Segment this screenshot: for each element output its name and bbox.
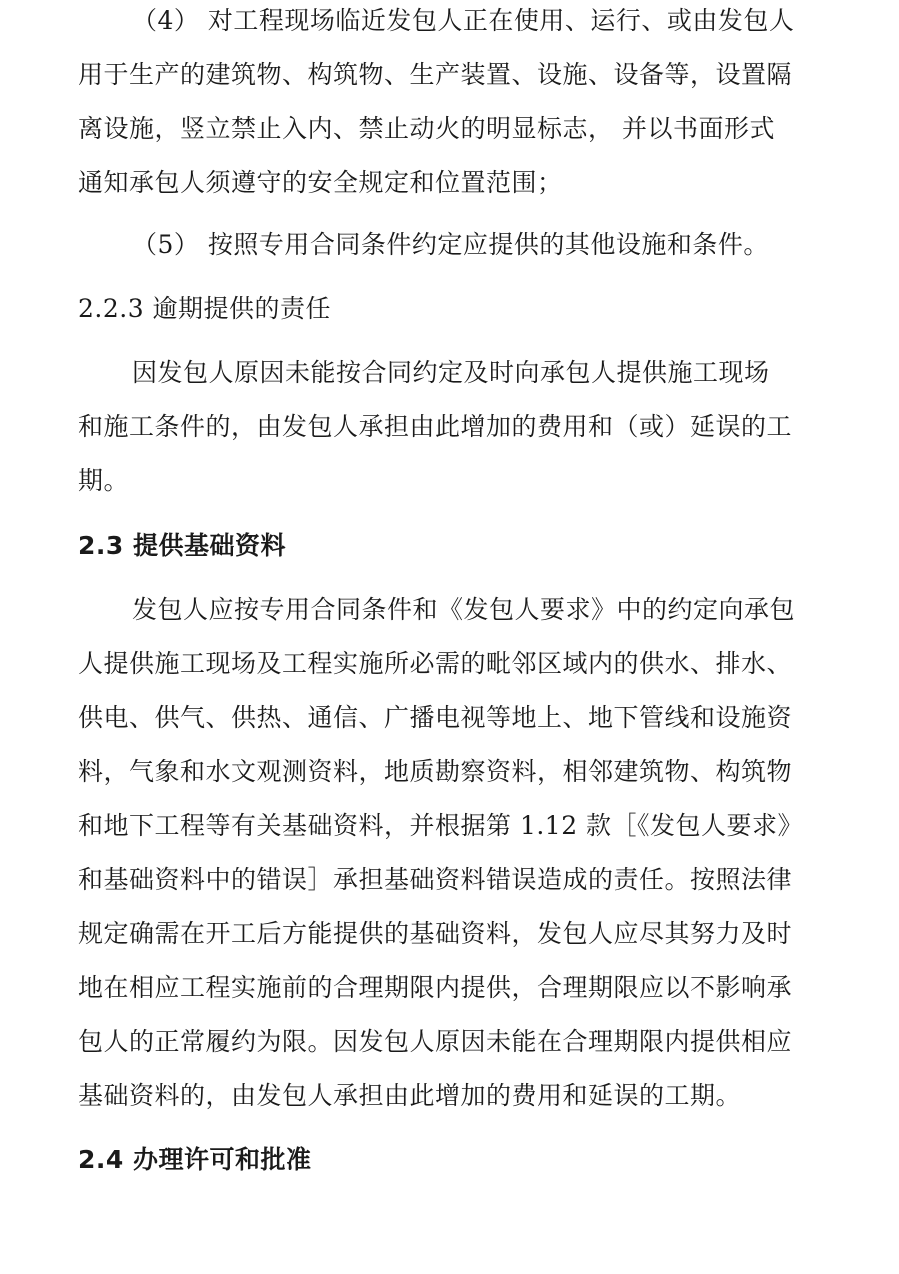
section-2-4-title: 2.4 办理许可和批准 — [78, 1145, 312, 1174]
section-2-3-title: 2.3 提供基础资料 — [78, 531, 286, 560]
section-2-3-line-10: 基础资料的，由发包人承担由此增加的费用和延误的工期。 — [78, 1081, 742, 1110]
section-2-2-3-title: 2.2.3 逾期提供的责任 — [78, 294, 332, 323]
section-2-3-line-5: 和地下工程等有关基础资料，并根据第 1.12 款［《发包人要求》 — [78, 811, 804, 840]
section-2-3-line-6: 和基础资料中的错误］承担基础资料错误造成的责任。按照法律 — [78, 865, 793, 894]
section-2-2-3-line-2: 和施工条件的，由发包人承担由此增加的费用和（或）延误的工 — [78, 412, 793, 441]
section-2-3-line-1: 发包人应按专用合同条件和《发包人要求》中的约定向承包 — [132, 595, 796, 624]
item-5-text: （5） 按照专用合同条件约定应提供的其他设施和条件。 — [132, 230, 769, 259]
section-2-3-line-9: 包人的正常履约为限。因发包人原因未能在合理期限内提供相应 — [78, 1027, 793, 1056]
item-4-line-2: 用于生产的建筑物、构筑物、生产装置、设施、设备等，设置隔 — [78, 60, 793, 89]
item-4-line-1: （4） 对工程现场临近发包人正在使用、运行、或由发包人 — [132, 6, 795, 35]
section-2-3-line-2: 人提供施工现场及工程实施所必需的毗邻区域内的供水、排水、 — [78, 649, 793, 678]
section-2-3-line-8: 地在相应工程实施前的合理期限内提供，合理期限应以不影响承 — [78, 973, 793, 1002]
section-2-3-line-4: 料，气象和水文观测资料，地质勘察资料，相邻建筑物、构筑物 — [78, 757, 793, 786]
section-2-2-3-line-1: 因发包人原因未能按合同约定及时向承包人提供施工现场 — [132, 358, 770, 387]
section-2-2-3-line-3: 期。 — [78, 466, 130, 495]
section-2-3-line-7: 规定确需在开工后方能提供的基础资料，发包人应尽其努力及时 — [78, 919, 793, 948]
item-4-line-4: 通知承包人须遵守的安全规定和位置范围； — [78, 168, 563, 197]
section-2-3-line-3: 供电、供气、供热、通信、广播电视等地上、地下管线和设施资 — [78, 703, 793, 732]
item-4-line-3: 离设施，竖立禁止入内、禁止动火的明显标志， 并以书面形式 — [78, 114, 775, 143]
